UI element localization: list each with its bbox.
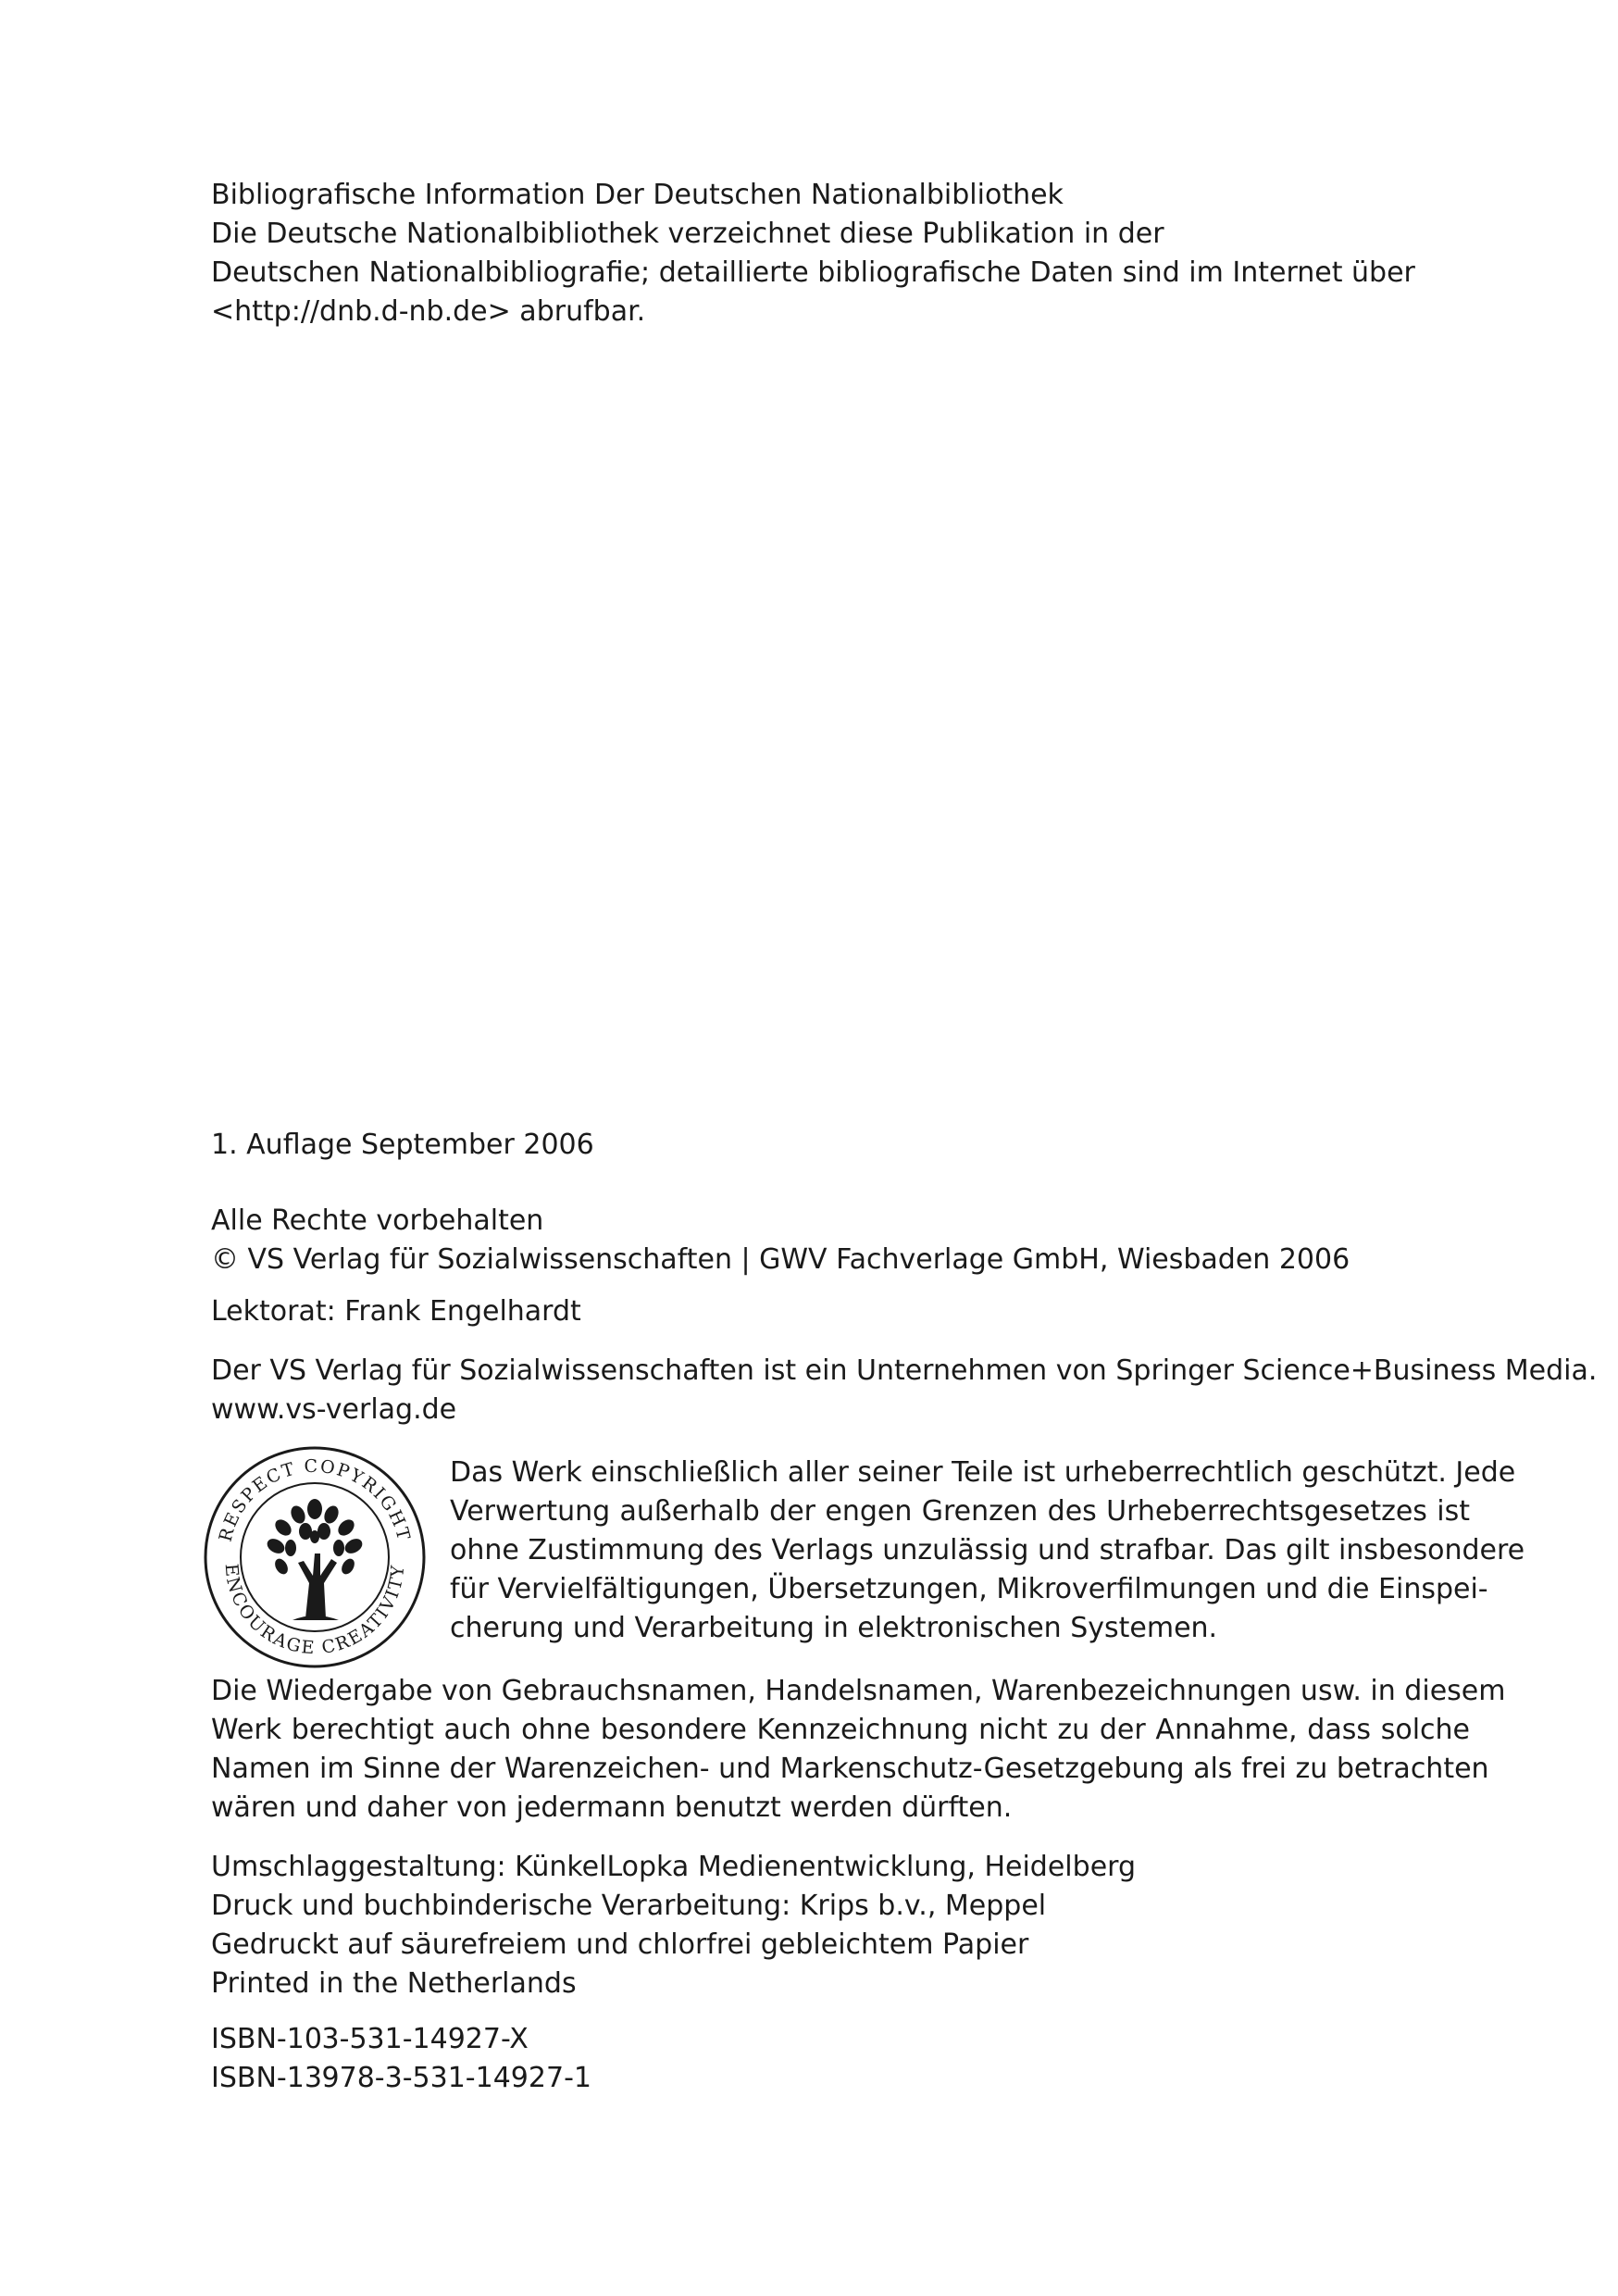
printing-line: Druck und buchbinderische Verarbeitung: Krips b.v., Meppel (211, 1890, 1047, 1922)
copyright-notice-line: Das Werk einschließlich aller seiner Teile ist urheberrechtlich geschützt. Jede (450, 1456, 1516, 1489)
copyright-notice (450, 1454, 1525, 1648)
isbn-13-label: ISBN-13 (211, 2062, 322, 2094)
bibliographic-line: Deutschen Nationalbibliografie; detaillierte bibliografische Daten sind im Internet über (211, 256, 1415, 289)
copyright-notice-line: cherung und Verarbeitung in elektronischen Systemen. (450, 1612, 1218, 1644)
isbn-10-row (211, 2020, 1470, 2059)
publisher-website: www.vs-verlag.de (211, 1393, 457, 1426)
isbn-10-label: ISBN-10 (211, 2023, 322, 2055)
publisher-info (211, 1352, 1598, 1429)
cover-design-line: Umschlaggestaltung: KünkelLopka Medienentwicklung, Heidelberg (211, 1851, 1136, 1883)
isbn-13-value: 978-3-531-14927-1 (321, 2062, 591, 2094)
trademark-notice (211, 1672, 1506, 1828)
copyright-notice-line: für Vervielfältigungen, Übersetzungen, Mikroverfilmungen und die Einspei- (450, 1573, 1488, 1605)
isbn-13-row (211, 2059, 1470, 2098)
respect-copyright-seal (202, 1444, 428, 1670)
trademark-line: Werk berechtigt auch ohne besondere Kennzeichnung nicht zu der Annahme, dass solche (211, 1714, 1470, 1746)
rights-info (211, 1202, 1470, 1279)
trademark-line: Die Wiedergabe von Gebrauchsnamen, Handelsnamen, Warenbezeichnungen usw. in diesem (211, 1675, 1506, 1707)
bibliographic-line: Die Deutsche Nationalbibliothek verzeichnet diese Publikation in der (211, 218, 1164, 250)
bibliographic-link: <http://dnb.d-nb.de> abrufbar. (211, 295, 646, 328)
bibliographic-heading: Bibliografische Information Der Deutschen Nationalbibliothek (211, 179, 1064, 211)
trademark-line: wären und daher von jedermann benutzt werden dürften. (211, 1791, 1013, 1824)
editor-line: Lektorat: Frank Engelhardt (211, 1295, 581, 1328)
seal-bottom-text: ENCOURAGE CREATIVITY (220, 1563, 409, 1659)
publisher-company: Der VS Verlag für Sozialwissenschaften ist ein Unternehmen von Springer Science+Business Media. (211, 1354, 1598, 1387)
printed-in-line: Printed in the Netherlands (211, 1967, 577, 2000)
bibliographic-info (211, 176, 1470, 331)
isbn-10-value: 3-531-14927-X (321, 2023, 529, 2055)
isbn-info (211, 2020, 1470, 2098)
copyright-notice-line: ohne Zustimmung des Verlags unzulässig und strafbar. Das gilt insbesondere (450, 1534, 1525, 1566)
edition-info (211, 1126, 1470, 1165)
trademark-line: Namen im Sinne der Warenzeichen- und Markenschutz-Gesetzgebung als frei zu betrachten (211, 1753, 1489, 1785)
paper-line: Gedruckt auf säurefreiem und chlorfrei gebleichtem Papier (211, 1928, 1029, 1961)
editor-info (211, 1292, 1470, 1331)
seal-top-text: RESPECT COPYRIGHT (215, 1455, 415, 1544)
edition-line: 1. Auflage September 2006 (211, 1129, 594, 1161)
copyright-line: © VS Verlag für Sozialwissenschaften | GWV Fachverlage GmbH, Wiesbaden 2006 (211, 1243, 1350, 1276)
production-info (211, 1848, 1470, 2003)
tree-seal-icon (202, 1444, 428, 1670)
rights-reserved: Alle Rechte vorbehalten (211, 1204, 544, 1237)
copyright-notice-line: Verwertung außerhalb der engen Grenzen des Urheberrechtsgesetzes ist (450, 1495, 1470, 1528)
